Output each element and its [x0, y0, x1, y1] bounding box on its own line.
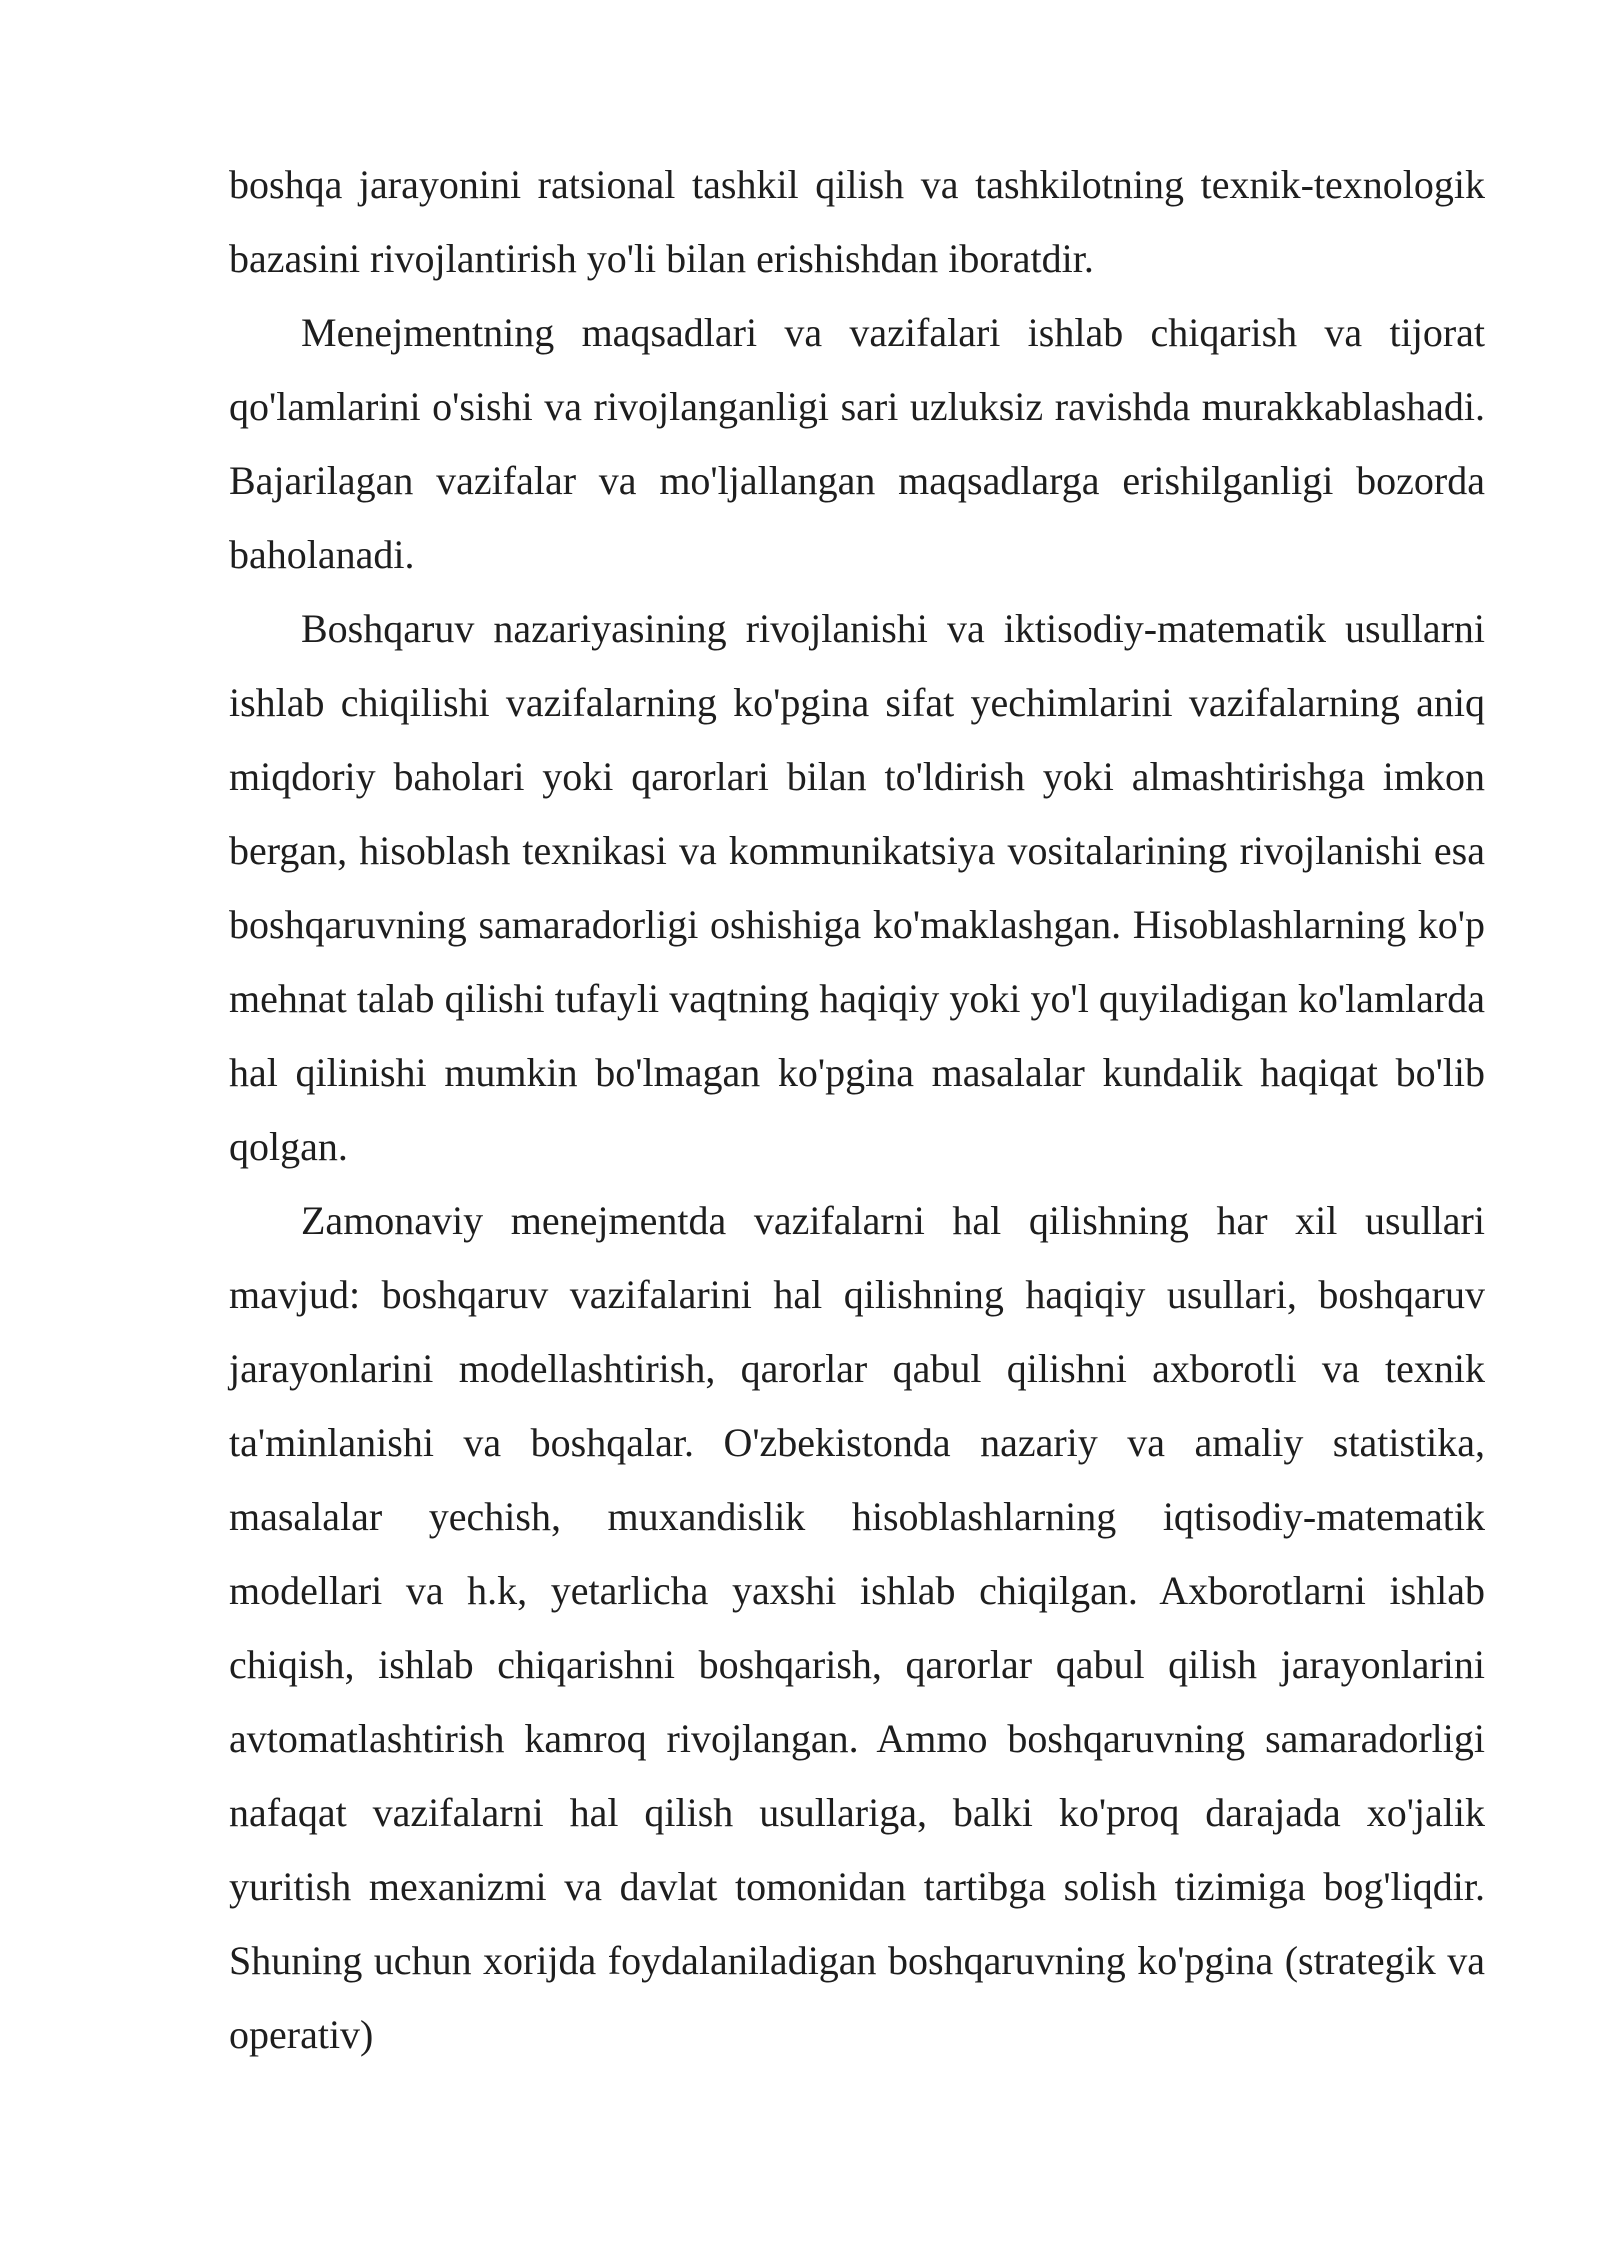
paragraph: Boshqaruv nazariyasining rivojlanishi va iktisodiy-matematik usullarni ishlab chiqilishi vazifalarning ko'pgina sifat yechimlarini vazifalarning aniq miqdoriy baholari yoki qarorlari bilan to'ldirish yoki almashtirishga imkon bergan, hisoblash texnikasi va kommunikatsiya vositalarining rivojlanishi esa boshqaruvning samaradorligi oshishiga ko'maklashgan. Hisoblashlarning ko'p mehnat talab qilishi tufayli vaqtning haqiqiy yoki yo'l quyiladigan ko'lamlarda hal qilinishi mumkin bo'lmagan ko'pgina masalalar kundalik haqiqat bo'lib qolgan. [229, 606, 1485, 1169]
paragraph: boshqa jarayonini ratsional tashkil qilish va tashkilotning texnik-texnologik bazasini rivojlantirish yo'li bilan erishishdan iboratdir. [229, 162, 1485, 281]
paragraph: Menejmentning maqsadlari va vazifalari ishlab chiqarish va tijorat qo'lamlarini o'sishi va rivojlanganligi sari uzluksiz ravishda murakkablashadi. Bajarilagan vazifalar va mo'ljallangan maqsadlarga erishilganligi bozorda baholanadi. [229, 310, 1485, 577]
body-text [229, 148, 1485, 2072]
paragraph: Zamonaviy menejmentda vazifalarni hal qilishning har xil usullari mavjud: boshqaruv vazifalarini hal qilishning haqiqiy usullari, boshqaruv jarayonlarini modellashtirish, qarorlar qabul qilishni axborotli va texnik ta'minlanishi va boshqalar. O'zbekistonda nazariy va amaliy statistika, masalalar yechish, muxandislik hisoblashlarning iqtisodiy-matematik modellari va h.k, yetarlicha yaxshi ishlab chiqilgan. Axborotlarni ishlab chiqish, ishlab chiqarishni boshqarish, qarorlar qabul qilish jarayonlarini avtomatlashtirish kamroq rivojlangan. Ammo boshqaruvning samaradorligi nafaqat vazifalarni hal qilish usullariga, balki ko'proq darajada xo'jalik yuritish mexanizmi va davlat tomonidan tartibga solish tizimiga bog'liqdir. Shuning uchun xorijda foydalaniladigan boshqaruvning ko'pgina (strategik va operativ) [229, 1198, 1485, 2057]
